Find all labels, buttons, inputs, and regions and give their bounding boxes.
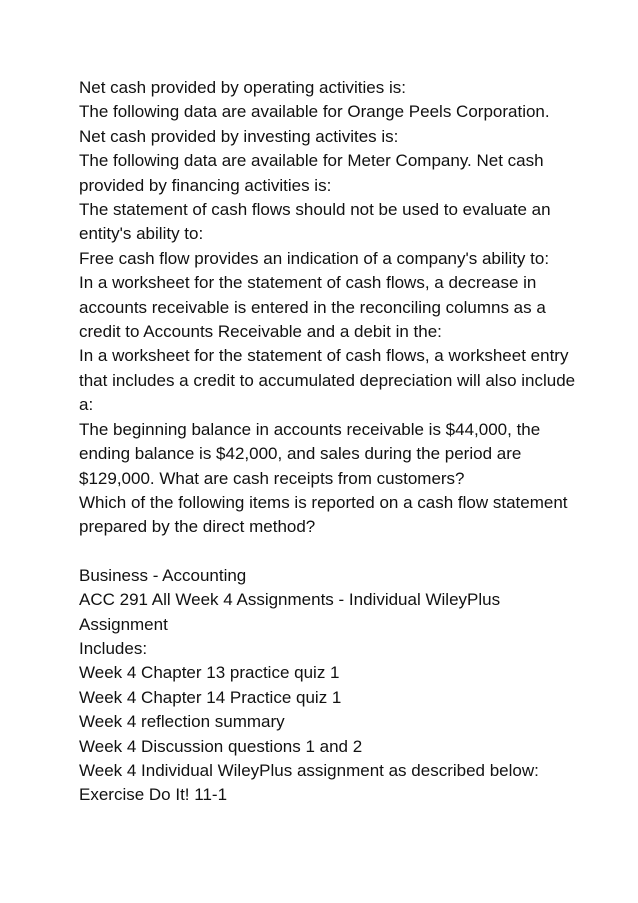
list-item: Week 4 Individual WileyPlus assignment as described below:: [79, 760, 539, 780]
document-page: [79, 76, 579, 808]
includes-label: Includes:: [79, 638, 148, 658]
question-4: The statement of cash flows should not be used to evaluate an entity's ability to:: [79, 200, 551, 244]
listing-title: ACC 291 All Week 4 Assignments - Individual WileyPlus Assignment: [79, 590, 501, 634]
list-item: Week 4 Chapter 14 Practice quiz 1: [79, 687, 342, 707]
question-9: Which of the following items is reported on a cash flow statement prepared by the direct method?: [79, 492, 568, 537]
question-1: Net cash provided by operating activities is:: [79, 78, 406, 97]
question-2: The following data are available for Orange Peels Corporation. Net cash provided by investing activites is:: [79, 102, 550, 146]
question-5: Free cash flow provides an indication of a company's ability to:: [79, 248, 550, 268]
list-item: Exercise Do It! 11-1: [79, 785, 228, 805]
question-3: The following data are available for Meter Company. Net cash provided by financing activities is:: [79, 151, 544, 195]
questions-block: [79, 76, 579, 540]
list-item: Week 4 Discussion questions 1 and 2: [79, 736, 363, 756]
list-item: Week 4 Chapter 13 practice quiz 1: [79, 663, 340, 683]
section-spacer: [79, 540, 579, 564]
question-7: In a worksheet for the statement of cash flows, a worksheet entry that includes a credit to accumulated depreciation will also include a:: [79, 346, 576, 415]
list-item: Week 4 reflection summary: [79, 712, 285, 732]
listing-category: Business - Accounting: [79, 565, 247, 585]
listing-block: [79, 564, 579, 808]
question-6: In a worksheet for the statement of cash flows, a decrease in accounts receivable is entered in the reconciling columns as a credit to Accounts Receivable and a debit in the:: [79, 273, 546, 342]
question-8: The beginning balance in accounts receivable is $44,000, the ending balance is $42,000, and sales during the period are $129,000. What are cash receipts from customers?: [79, 419, 541, 488]
